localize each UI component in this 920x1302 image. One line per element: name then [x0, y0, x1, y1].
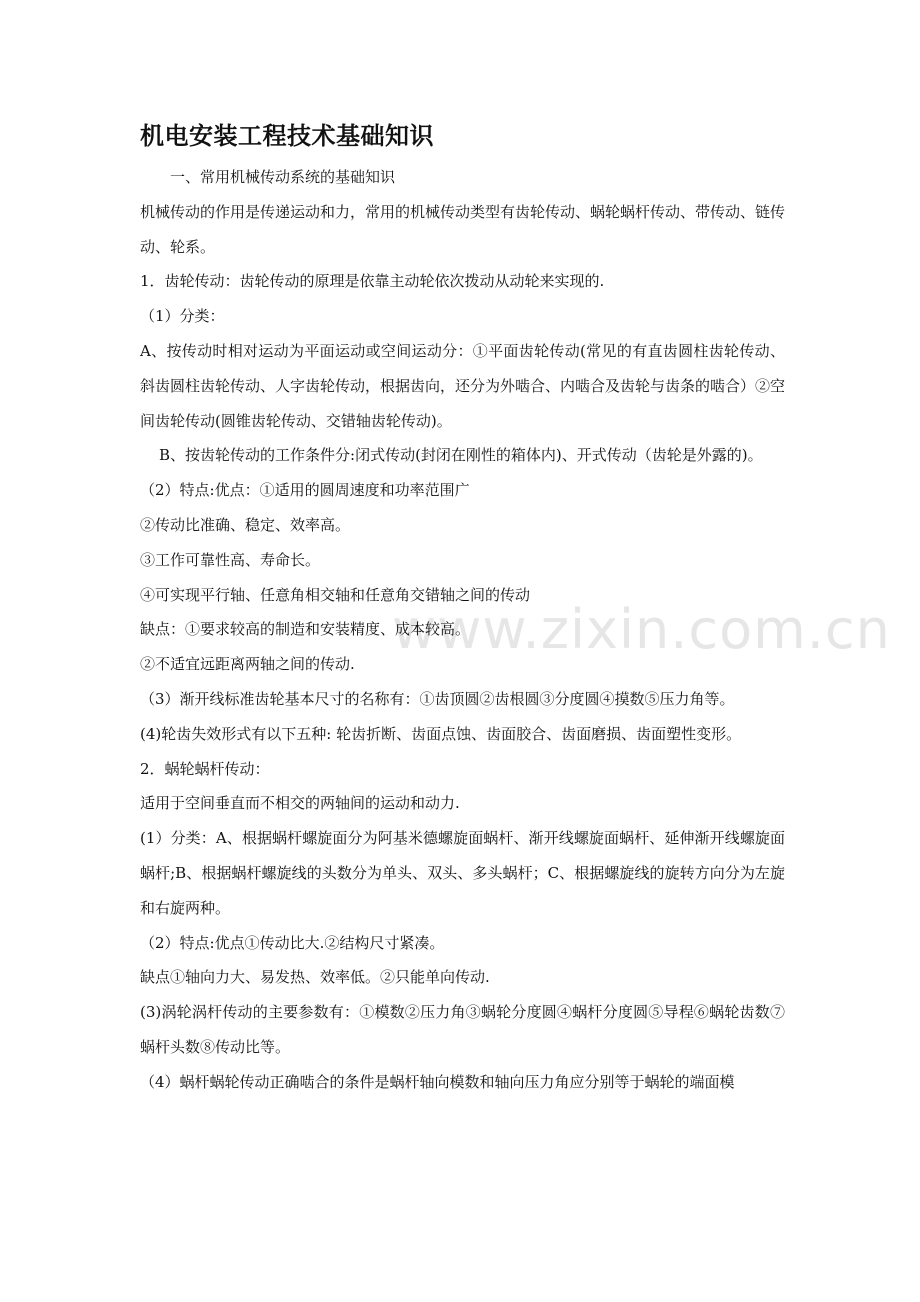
document-title: 机电安装工程技术基础知识 [140, 121, 434, 150]
paragraph: （2）特点:优点：①适用的圆周速度和功率范围广 [140, 481, 470, 500]
paragraph: B、按齿轮传动的工作条件分:闭式传动(封闭在刚性的箱体内)、开式传动（齿轮是外露的)。 [159, 446, 763, 465]
paragraph: (3)涡轮涡杆传动的主要参数有：①模数②压力角③蜗轮分度圆④蜗杆分度圆⑤导程⑥蜗轮齿数⑦蜗杆头数⑧传动比等。 [140, 1003, 785, 1056]
section-heading: 一、常用机械传动系统的基础知识 [170, 168, 396, 186]
paragraph: A、按传动时相对运动为平面运动或空间运动分：①平面齿轮传动(常见的有直齿圆柱齿轮传动、斜齿圆柱齿轮传动、人字齿轮传动，根据齿向，还分为外啮合、内啮合及齿轮与齿条的啮合）②空间齿轮传动(圆锥齿轮传动、交错轴齿轮传动)。 [140, 341, 786, 430]
paragraph: 缺点：①要求较高的制造和安装精度、成本较高。 [140, 620, 471, 639]
paragraph: （3）渐开线标准齿轮基本尺寸的名称有：①齿顶圆②齿根圆③分度圆④摸数⑤压力角等。 [140, 689, 735, 708]
paragraph: (1）分类：A、根据蜗杆螺旋面分为阿基米德螺旋面蜗杆、渐开线螺旋面蜗杆、延伸渐开线螺旋面蜗杆;B、根据蜗杆螺旋线的头数分为单头、双头、多头蜗杆；C、根据螺旋线的旋转方向分为左旋和右旋两种。 [140, 829, 785, 917]
paragraph: (4)轮齿失效形式有以下五种: 轮齿折断、齿面点蚀、齿面胶合、齿面磨损、齿面塑性变形。 [140, 724, 742, 743]
paragraph: ④可实现平行轴、任意角相交轴和任意角交错轴之间的传动 [140, 585, 531, 604]
paragraph: （2）特点:优点①传动比大.②结构尺寸紧凑。 [140, 933, 445, 952]
watermark: www.zixin.com.cn [392, 598, 891, 661]
paragraph: 缺点①轴向力大、易发热、效率低。②只能单向传动. [140, 968, 490, 987]
paragraph: 2．蜗轮蜗杆传动： [140, 759, 270, 778]
paragraph: （1）分类： [140, 307, 225, 326]
paragraph: ③工作可靠性高、寿命长。 [140, 550, 321, 569]
paragraph: ②传动比准确、稳定、效率高。 [140, 515, 351, 534]
document-body [140, 116, 785, 1100]
paragraph: ②不适宜远距离两轴之间的传动. [140, 655, 355, 674]
paragraph: （4）蜗杆蜗轮传动正确啮合的条件是蜗杆轴向模数和轴向压力角应分别等于蜗轮的端面模 [140, 1072, 735, 1091]
paragraph: 适用于空间垂直而不相交的两轴间的运动和动力. [140, 794, 460, 813]
paragraph: 机械传动的作用是传递运动和力，常用的机械传动类型有齿轮传动、蜗轮蜗杆传动、带传动、链传动、轮系。 [140, 202, 786, 256]
paragraph: 1．齿轮传动：齿轮传动的原理是依靠主动轮依次拨动从动轮来实现的. [140, 272, 605, 291]
